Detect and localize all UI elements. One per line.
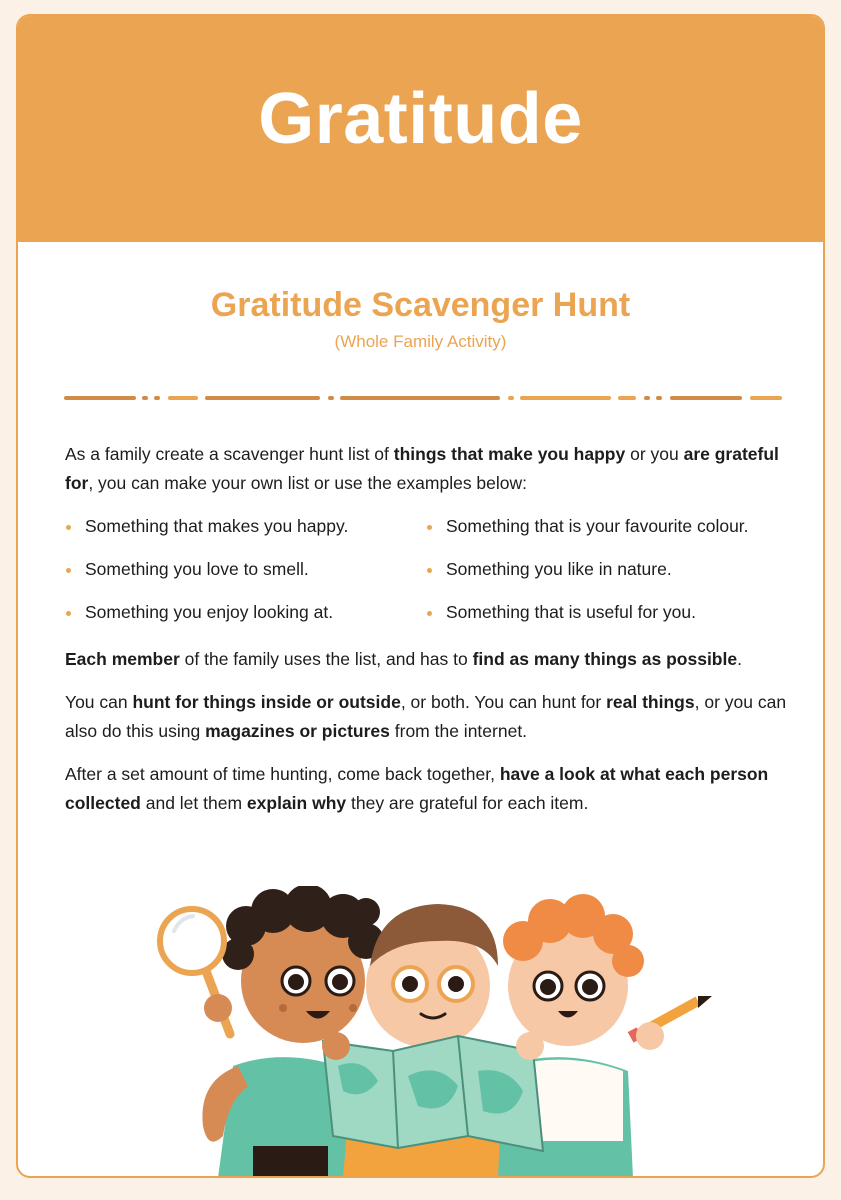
member-bold: find as many things as possible	[472, 649, 738, 669]
page-title: Gratitude	[258, 79, 583, 159]
list-item-text: Something you enjoy looking at.	[85, 602, 334, 622]
member-text: .	[737, 649, 742, 669]
header-banner	[18, 16, 823, 242]
gather-bold: explain why	[246, 793, 347, 813]
list-item	[426, 598, 795, 627]
list-item-text: Something that is your favourite colour.	[446, 516, 749, 536]
bullet-icon	[66, 611, 71, 616]
hunt-paragraph	[65, 688, 795, 746]
member-text: of the family uses the list, and has to	[179, 649, 473, 669]
hunt-text: , or both. You can hunt for	[400, 692, 607, 712]
intro-text: , you can make your own list or use the examples below:	[88, 473, 528, 493]
member-bold: Each member	[65, 649, 180, 669]
gather-text: and let them	[140, 793, 247, 813]
bullet-icon	[427, 525, 432, 530]
hunt-text: from the internet.	[389, 721, 528, 741]
intro-text: or you	[625, 444, 684, 464]
hunt-bold: magazines or pictures	[205, 721, 390, 741]
intro-bold: things that make you happy	[393, 444, 626, 464]
list-item-text: Something that makes you happy.	[85, 516, 349, 536]
list-item-text: Something that is useful for you.	[446, 602, 696, 622]
list-item	[65, 555, 426, 584]
intro-bold: are grateful for	[65, 444, 779, 493]
children-illustration	[138, 886, 718, 1178]
bullet-icon	[427, 611, 432, 616]
intro-paragraph	[65, 440, 795, 498]
list-item	[65, 598, 426, 627]
gather-text: they are grateful for each item.	[346, 793, 589, 813]
bullet-icon	[66, 525, 71, 530]
hunt-bold: hunt for things inside or outside	[132, 692, 401, 712]
bullet-icon	[427, 568, 432, 573]
pencil-icon	[628, 996, 712, 1050]
hunt-text: , or you can also do this using	[65, 692, 787, 741]
worksheet-card	[16, 14, 825, 1178]
activity-note: (Whole Family Activity)	[334, 332, 507, 351]
map-icon	[322, 1032, 544, 1151]
gather-bold: have a look at what each person collected	[65, 764, 769, 813]
hunt-text: You can	[65, 692, 133, 712]
gather-text: After a set amount of time hunting, come back together,	[65, 764, 500, 784]
list-item	[65, 512, 426, 541]
examples-list	[65, 512, 795, 627]
member-paragraph	[65, 645, 795, 674]
intro-text: As a family create a scavenger hunt list of	[65, 444, 394, 464]
bullet-icon	[66, 568, 71, 573]
gather-paragraph	[65, 760, 795, 818]
dashed-divider	[64, 394, 784, 402]
list-item-text: Something you like in nature.	[446, 559, 672, 579]
list-item-text: Something you love to smell.	[85, 559, 309, 579]
list-item	[426, 512, 795, 541]
hunt-bold: real things	[606, 692, 695, 712]
activity-body	[65, 440, 795, 832]
magnifying-glass-icon	[160, 909, 232, 1034]
list-item	[426, 555, 795, 584]
activity-title: Gratitude Scavenger Hunt	[210, 286, 631, 324]
